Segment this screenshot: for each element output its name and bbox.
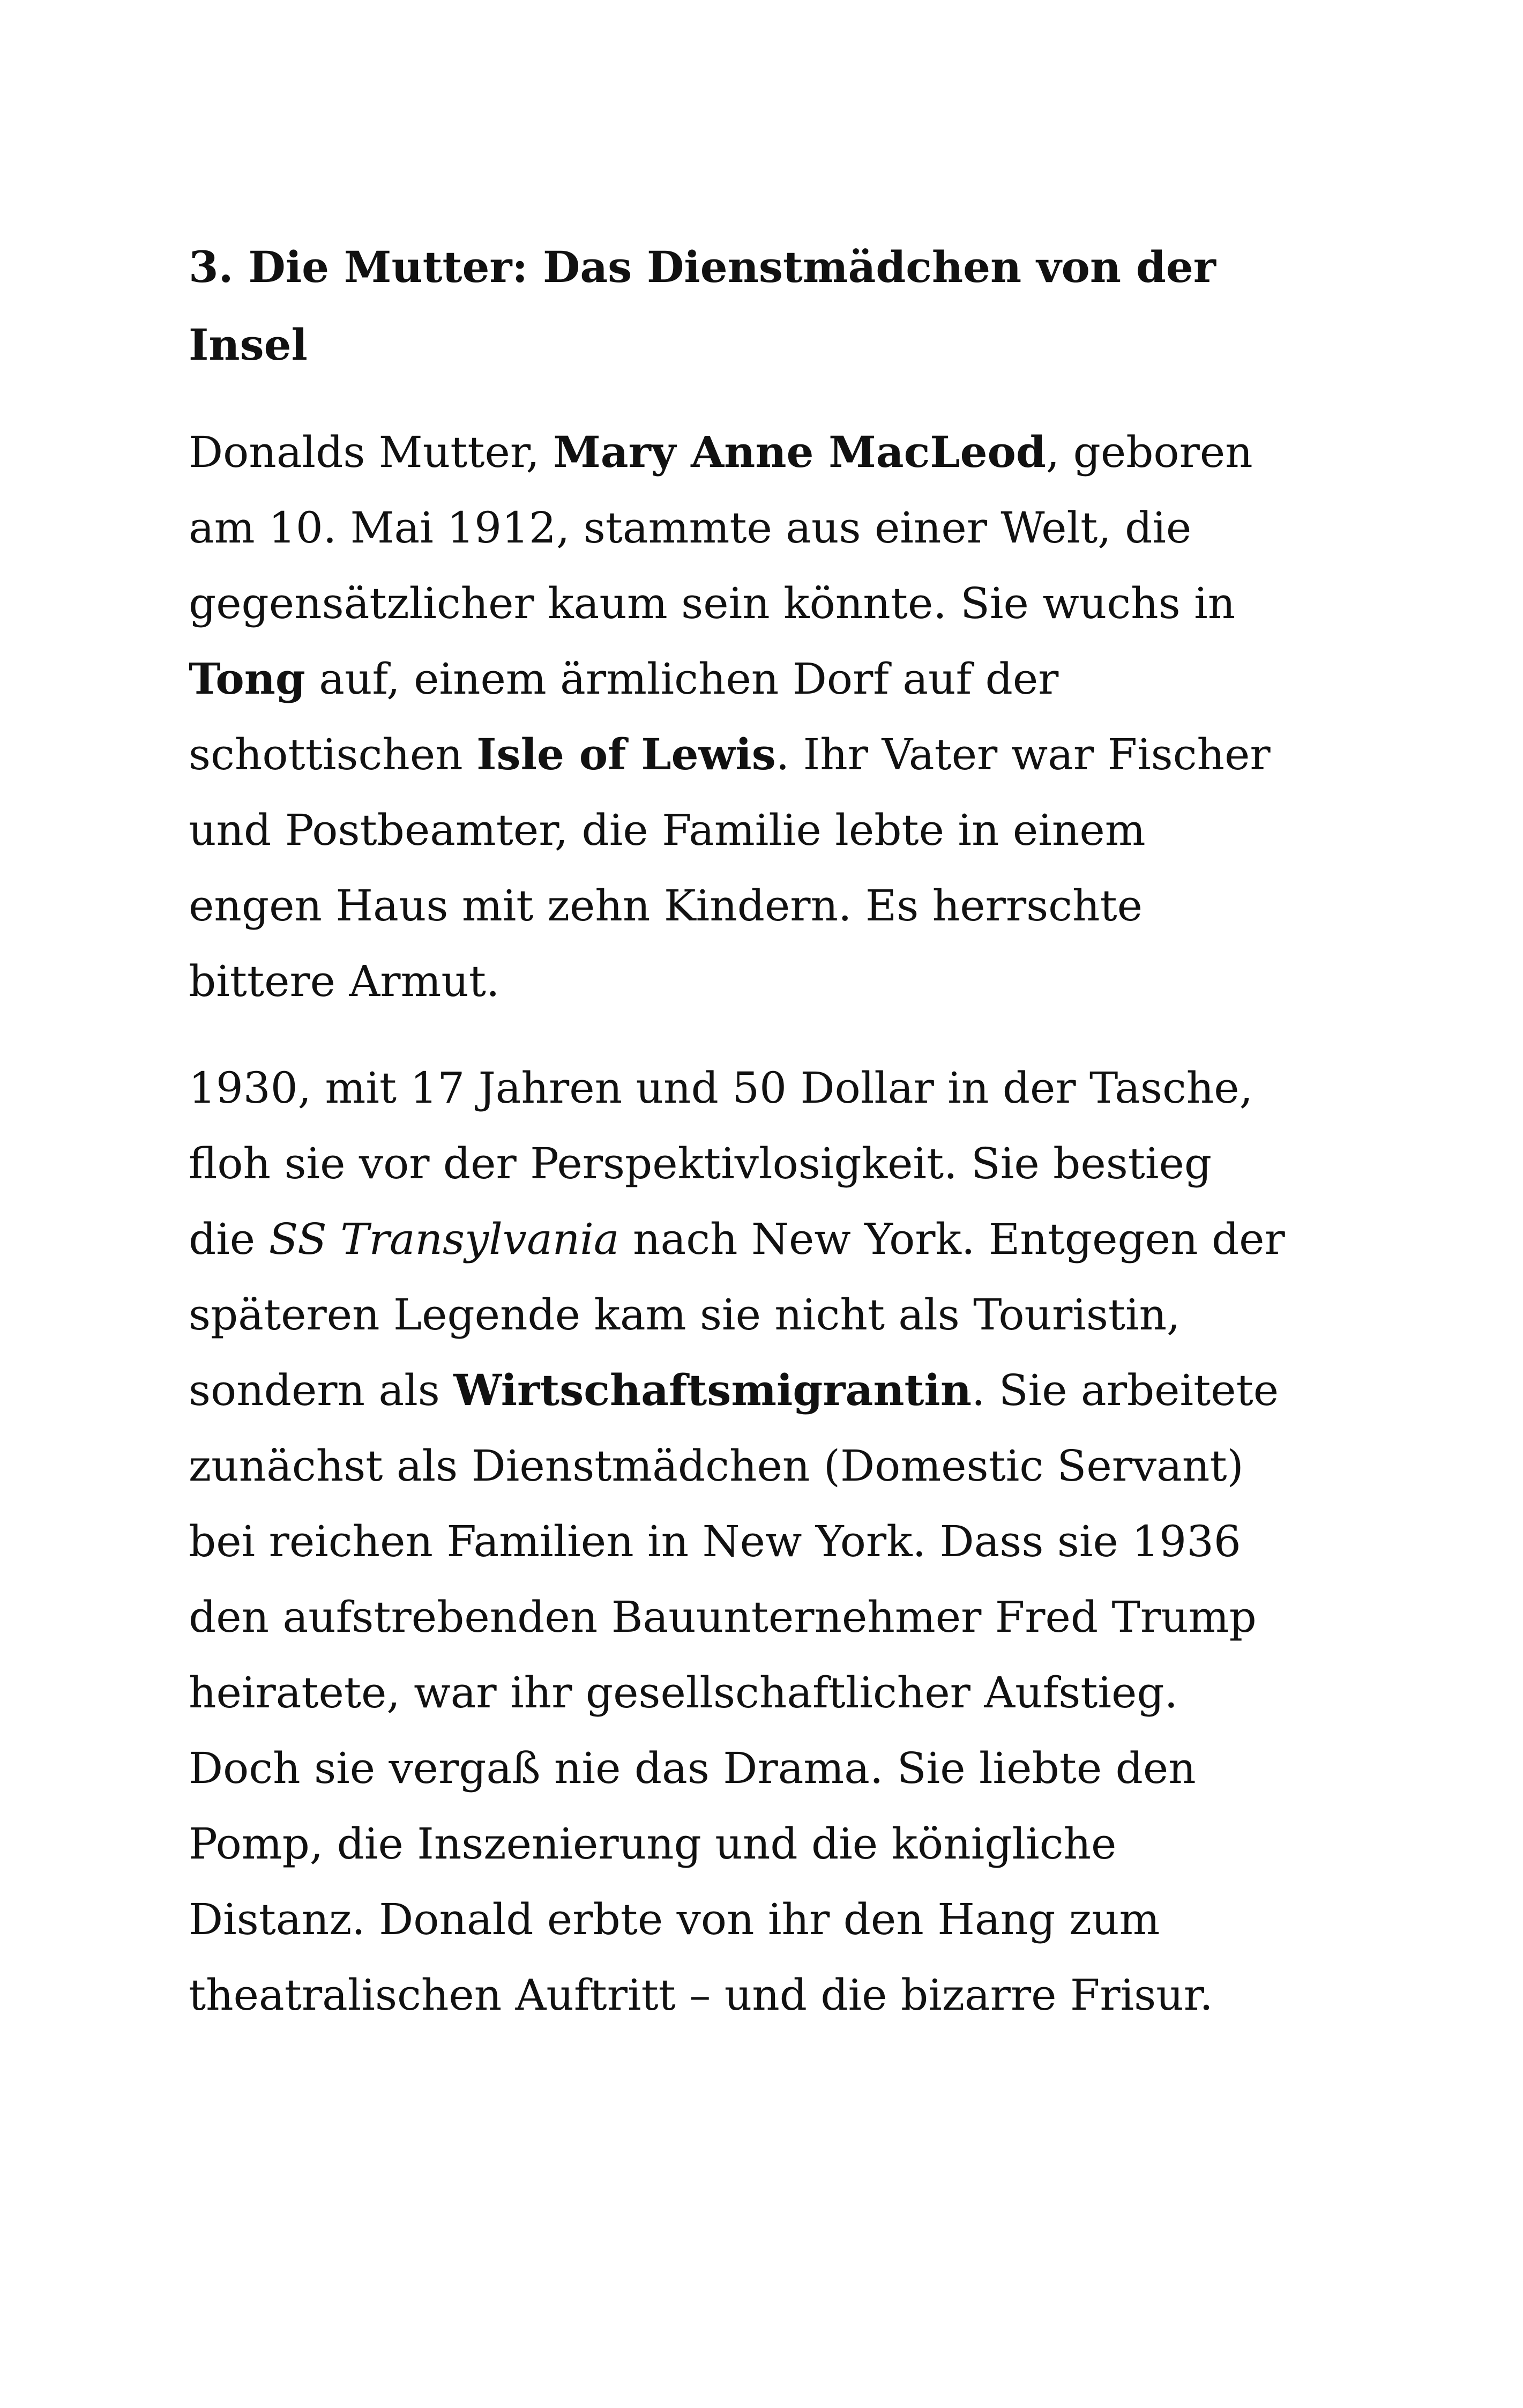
- document-page: [189, 228, 1287, 2033]
- text-run: nach New York. Entgegen der späteren Legende kam sie nicht als Touristin, sondern als: [189, 1214, 1285, 1415]
- text-run: . Sie arbeitete zunächst als Dienstmädchen (Domestic Servant) bei reichen Familien in New York. Dass sie 1936 den aufstrebenden Bauunternehmer Fred Trump heiratete, war ihr gesellschaftlicher Aufstieg. Doch sie vergaß nie das Drama. Sie liebte den Pomp, die Inszenierung und die königliche Distanz. Donald erbte von ihr den Hang zum theatralischen Auftritt – und die bizarre Frisur.: [189, 1365, 1279, 2020]
- text-run: 1930, mit 17 Jahren und 50 Dollar in der Tasche, floh sie vor der Perspektivlosigkeit. Sie bestieg die: [189, 1063, 1253, 1264]
- text-run: , geboren am 10. Mai 1912, stammte aus einer Welt, die gegensätzlicher kaum sein könnte. Sie wuchs in: [189, 427, 1253, 628]
- paragraph-mother-origin: [189, 414, 1287, 1019]
- term-wirtschaftsmigrantin: Wirtschaftsmigrantin: [453, 1365, 972, 1415]
- text-run: . Ihr Vater war Fischer und Postbeamter, die Familie lebte in einem engen Haus mit zehn Kindern. Es herrschte bittere Armut.: [189, 730, 1271, 1006]
- place-isle-of-lewis: Isle of Lewis: [476, 729, 776, 779]
- text-run: auf, einem ärmlichen Dorf auf der schottischen: [189, 654, 1059, 779]
- paragraph-emigration: [189, 1050, 1287, 2033]
- place-tong: Tong: [189, 653, 305, 704]
- ship-name: SS Transylvania: [268, 1214, 619, 1264]
- name-mary-anne-macleod: Mary Anne MacLeod: [553, 427, 1046, 477]
- chapter-heading: 3. Die Mutter: Das Dienstmädchen von der Insel: [189, 242, 1216, 370]
- text-run: Donalds Mutter,: [189, 427, 554, 477]
